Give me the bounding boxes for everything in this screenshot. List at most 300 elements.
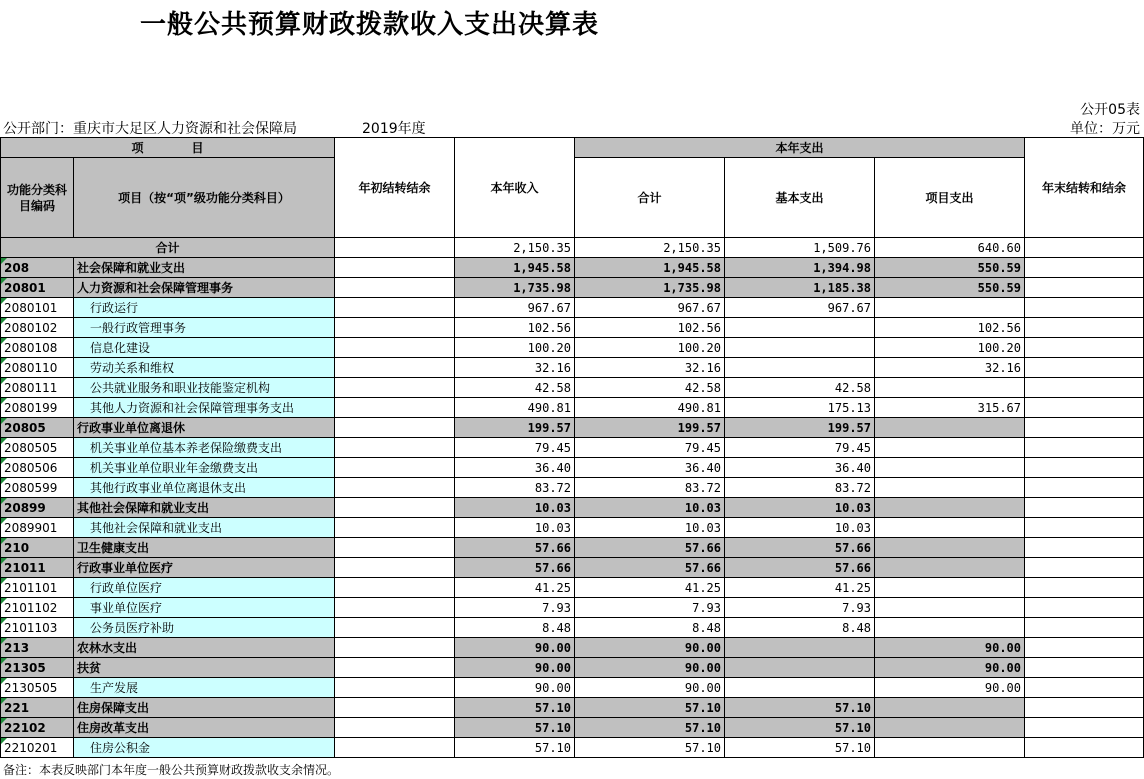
row-basic-expense: 7.93 <box>725 598 875 618</box>
row-basic-expense: 8.48 <box>725 618 875 638</box>
row-expense-total: 42.58 <box>575 378 725 398</box>
cell-marker-icon <box>1 538 7 544</box>
page-title: 一般公共预算财政拨款收入支出决算表 <box>140 10 600 40</box>
total-expense: 2,150.35 <box>575 238 725 258</box>
row-code <box>1 418 74 438</box>
row-expense-total: 90.00 <box>575 678 725 698</box>
table-row <box>1 258 1144 278</box>
row-code <box>1 738 74 758</box>
footnote: 备注：本表反映部门本年度一般公共预算财政拨款收支余情况。 <box>3 763 340 777</box>
row-item-name: 农林水支出 <box>74 638 335 658</box>
row-code <box>1 558 74 578</box>
row-income: 90.00 <box>455 678 575 698</box>
row-project-expense: 550.59 <box>875 258 1025 278</box>
cell-marker-icon <box>1 598 7 604</box>
row-income: 10.03 <box>455 498 575 518</box>
row-project-expense <box>875 298 1025 318</box>
row-code-text: 22102 <box>4 720 46 735</box>
row-code <box>1 378 74 398</box>
row-opening <box>335 358 455 378</box>
row-expense-total: 79.45 <box>575 438 725 458</box>
row-closing <box>1025 338 1144 358</box>
row-income: 10.03 <box>455 518 575 538</box>
row-code <box>1 698 74 718</box>
row-closing <box>1025 678 1144 698</box>
table-row <box>1 738 1144 758</box>
table-row <box>1 478 1144 498</box>
row-expense-total: 102.56 <box>575 318 725 338</box>
header-opening-balance: 年初结转结余 <box>335 138 455 238</box>
row-item-name: 一般行政管理事务 <box>74 318 335 338</box>
table-row <box>1 418 1144 438</box>
row-project-expense <box>875 418 1025 438</box>
row-code-text: 20805 <box>4 420 46 435</box>
row-item-name: 社会保障和就业支出 <box>74 258 335 278</box>
row-income: 57.10 <box>455 718 575 738</box>
cell-marker-icon <box>1 378 7 384</box>
row-code-text: 2080506 <box>4 460 58 475</box>
total-closing <box>1025 238 1144 258</box>
row-item-name: 公共就业服务和职业技能鉴定机构 <box>74 378 335 398</box>
cell-marker-icon <box>1 498 7 504</box>
row-closing <box>1025 278 1144 298</box>
row-code <box>1 478 74 498</box>
row-project-expense: 90.00 <box>875 638 1025 658</box>
table-row <box>1 378 1144 398</box>
row-opening <box>335 658 455 678</box>
row-basic-expense: 175.13 <box>725 398 875 418</box>
row-basic-expense: 79.45 <box>725 438 875 458</box>
total-basic: 1,509.76 <box>725 238 875 258</box>
row-expense-total: 967.67 <box>575 298 725 318</box>
cell-marker-icon <box>1 438 7 444</box>
row-code <box>1 598 74 618</box>
row-item-name: 劳动关系和维权 <box>74 358 335 378</box>
row-basic-expense: 57.10 <box>725 698 875 718</box>
table-row <box>1 458 1144 478</box>
row-opening <box>335 478 455 498</box>
row-project-expense: 90.00 <box>875 678 1025 698</box>
row-code <box>1 618 74 638</box>
row-expense-total: 490.81 <box>575 398 725 418</box>
row-project-expense <box>875 378 1025 398</box>
row-opening <box>335 498 455 518</box>
row-income: 102.56 <box>455 318 575 338</box>
row-income: 490.81 <box>455 398 575 418</box>
header-project-expense: 项目支出 <box>875 158 1025 238</box>
table-row <box>1 338 1144 358</box>
row-expense-total: 8.48 <box>575 618 725 638</box>
table-row <box>1 298 1144 318</box>
cell-marker-icon <box>1 698 7 704</box>
row-item-name: 机关事业单位职业年金缴费支出 <box>74 458 335 478</box>
row-income: 83.72 <box>455 478 575 498</box>
total-opening <box>335 238 455 258</box>
row-code <box>1 358 74 378</box>
row-project-expense <box>875 598 1025 618</box>
row-opening <box>335 678 455 698</box>
row-opening <box>335 638 455 658</box>
total-row <box>1 238 1144 258</box>
row-project-expense <box>875 458 1025 478</box>
row-closing <box>1025 318 1144 338</box>
row-item-name: 其他社会保障和就业支出 <box>74 518 335 538</box>
row-code-text: 2080110 <box>4 360 58 375</box>
row-opening <box>335 698 455 718</box>
cell-marker-icon <box>1 578 7 584</box>
row-closing <box>1025 458 1144 478</box>
row-project-expense <box>875 438 1025 458</box>
row-expense-total: 1,945.58 <box>575 258 725 278</box>
row-code-text: 2080108 <box>4 340 58 355</box>
row-closing <box>1025 438 1144 458</box>
row-code <box>1 718 74 738</box>
header-basic: 基本支出 <box>725 158 875 238</box>
row-opening <box>335 338 455 358</box>
row-project-expense: 550.59 <box>875 278 1025 298</box>
table-row <box>1 518 1144 538</box>
row-basic-expense: 1,394.98 <box>725 258 875 278</box>
row-income: 57.66 <box>455 558 575 578</box>
row-income: 41.25 <box>455 578 575 598</box>
cell-marker-icon <box>1 418 7 424</box>
row-opening <box>335 458 455 478</box>
table-row <box>1 698 1144 718</box>
row-code-text: 2089901 <box>4 520 58 535</box>
row-closing <box>1025 658 1144 678</box>
row-code <box>1 518 74 538</box>
row-item-name: 卫生健康支出 <box>74 538 335 558</box>
header-annual-expense: 本年支出 <box>575 138 1025 158</box>
table-row <box>1 278 1144 298</box>
row-income: 1,735.98 <box>455 278 575 298</box>
table-row <box>1 598 1144 618</box>
row-basic-expense: 10.03 <box>725 498 875 518</box>
row-item-name: 住房公积金 <box>74 738 335 758</box>
row-item-name: 人力资源和社会保障管理事务 <box>74 278 335 298</box>
row-income: 42.58 <box>455 378 575 398</box>
header-annual-income: 本年收入 <box>455 138 575 238</box>
row-basic-expense: 57.10 <box>725 738 875 758</box>
row-basic-expense: 36.40 <box>725 458 875 478</box>
row-income: 36.40 <box>455 458 575 478</box>
row-opening <box>335 438 455 458</box>
row-code <box>1 338 74 358</box>
table-row <box>1 638 1144 658</box>
department-label: 公开部门：重庆市大足区人力资源和社会保障局 <box>3 121 297 137</box>
row-project-expense <box>875 618 1025 638</box>
row-code-text: 21011 <box>4 560 46 575</box>
row-basic-expense <box>725 318 875 338</box>
cell-marker-icon <box>1 618 7 624</box>
cell-marker-icon <box>1 338 7 344</box>
row-closing <box>1025 538 1144 558</box>
row-code-text: 20899 <box>4 500 46 515</box>
header-total: 合计 <box>575 158 725 238</box>
cell-marker-icon <box>1 678 7 684</box>
table-row <box>1 318 1144 338</box>
row-basic-expense: 967.67 <box>725 298 875 318</box>
row-project-expense: 315.67 <box>875 398 1025 418</box>
row-code <box>1 678 74 698</box>
row-income: 90.00 <box>455 638 575 658</box>
row-project-expense: 100.20 <box>875 338 1025 358</box>
row-expense-total: 57.10 <box>575 698 725 718</box>
row-expense-total: 100.20 <box>575 338 725 358</box>
row-code-text: 2080199 <box>4 400 58 415</box>
row-opening <box>335 258 455 278</box>
row-expense-total: 10.03 <box>575 518 725 538</box>
row-item-name: 住房改革支出 <box>74 718 335 738</box>
header-code: 功能分类科目编码 <box>1 158 74 238</box>
row-project-expense <box>875 498 1025 518</box>
row-closing <box>1025 478 1144 498</box>
total-label: 合计 <box>1 238 335 258</box>
row-closing <box>1025 518 1144 538</box>
row-opening <box>335 618 455 638</box>
row-code <box>1 638 74 658</box>
table-row <box>1 618 1144 638</box>
row-item-name: 机关事业单位基本养老保险缴费支出 <box>74 438 335 458</box>
row-closing <box>1025 698 1144 718</box>
cell-marker-icon <box>1 518 7 524</box>
row-code-text: 2080599 <box>4 480 58 495</box>
row-expense-total: 1,735.98 <box>575 278 725 298</box>
table-row <box>1 658 1144 678</box>
row-item-name: 其他行政事业单位离退休支出 <box>74 478 335 498</box>
row-item-name: 其他人力资源和社会保障管理事务支出 <box>74 398 335 418</box>
row-income: 79.45 <box>455 438 575 458</box>
row-closing <box>1025 618 1144 638</box>
row-expense-total: 36.40 <box>575 458 725 478</box>
row-project-expense <box>875 558 1025 578</box>
table-row <box>1 498 1144 518</box>
table-row <box>1 558 1144 578</box>
row-project-expense <box>875 738 1025 758</box>
form-number: 公开05表 <box>1080 102 1140 118</box>
row-code-text: 2080505 <box>4 440 58 455</box>
unit-label: 单位：万元 <box>1070 121 1140 137</box>
row-income: 199.57 <box>455 418 575 438</box>
cell-marker-icon <box>1 358 7 364</box>
row-opening <box>335 538 455 558</box>
row-expense-total: 32.16 <box>575 358 725 378</box>
row-code-text: 213 <box>4 640 30 655</box>
row-closing <box>1025 598 1144 618</box>
row-basic-expense: 57.66 <box>725 558 875 578</box>
row-code <box>1 318 74 338</box>
table-row <box>1 438 1144 458</box>
header-project: 项 目 <box>1 138 335 158</box>
row-income: 7.93 <box>455 598 575 618</box>
cell-marker-icon <box>1 558 7 564</box>
row-code-text: 2210201 <box>4 740 58 755</box>
row-basic-expense: 57.66 <box>725 538 875 558</box>
row-item-name: 行政单位医疗 <box>74 578 335 598</box>
row-item-name: 公务员医疗补助 <box>74 618 335 638</box>
cell-marker-icon <box>1 398 7 404</box>
row-basic-expense: 83.72 <box>725 478 875 498</box>
row-expense-total: 10.03 <box>575 498 725 518</box>
row-code-text: 210 <box>4 540 30 555</box>
row-expense-total: 7.93 <box>575 598 725 618</box>
row-opening <box>335 378 455 398</box>
row-opening <box>335 718 455 738</box>
row-code-text: 208 <box>4 260 30 275</box>
row-closing <box>1025 558 1144 578</box>
row-code <box>1 298 74 318</box>
row-income: 967.67 <box>455 298 575 318</box>
row-item-name: 行政事业单位医疗 <box>74 558 335 578</box>
row-code-text: 21305 <box>4 660 46 675</box>
row-basic-expense: 57.10 <box>725 718 875 738</box>
total-income: 2,150.35 <box>455 238 575 258</box>
row-opening <box>335 518 455 538</box>
row-code <box>1 538 74 558</box>
row-expense-total: 199.57 <box>575 418 725 438</box>
table-row <box>1 578 1144 598</box>
row-item-name: 住房保障支出 <box>74 698 335 718</box>
row-opening <box>335 318 455 338</box>
table-row <box>1 358 1144 378</box>
cell-marker-icon <box>1 458 7 464</box>
row-closing <box>1025 578 1144 598</box>
cell-marker-icon <box>1 638 7 644</box>
row-expense-total: 57.66 <box>575 538 725 558</box>
row-basic-expense <box>725 338 875 358</box>
cell-marker-icon <box>1 718 7 724</box>
row-project-expense: 102.56 <box>875 318 1025 338</box>
row-opening <box>335 298 455 318</box>
row-closing <box>1025 358 1144 378</box>
cell-marker-icon <box>1 318 7 324</box>
row-item-name: 行政事业单位离退休 <box>74 418 335 438</box>
header-item: 项目（按“项”级功能分类科目） <box>74 158 335 238</box>
row-closing <box>1025 738 1144 758</box>
row-opening <box>335 578 455 598</box>
row-income: 1,945.58 <box>455 258 575 278</box>
row-expense-total: 57.66 <box>575 558 725 578</box>
row-closing <box>1025 638 1144 658</box>
budget-table <box>0 137 1144 758</box>
fiscal-year: 2019年度 <box>362 121 426 137</box>
row-basic-expense: 1,185.38 <box>725 278 875 298</box>
row-item-name: 其他社会保障和就业支出 <box>74 498 335 518</box>
row-code <box>1 578 74 598</box>
row-code <box>1 258 74 278</box>
row-opening <box>335 738 455 758</box>
row-project-expense <box>875 478 1025 498</box>
row-opening <box>335 558 455 578</box>
row-opening <box>335 278 455 298</box>
row-opening <box>335 398 455 418</box>
row-code-text: 2080102 <box>4 320 58 335</box>
row-closing <box>1025 498 1144 518</box>
row-basic-expense: 41.25 <box>725 578 875 598</box>
table-row <box>1 538 1144 558</box>
row-income: 57.66 <box>455 538 575 558</box>
row-expense-total: 57.10 <box>575 738 725 758</box>
cell-marker-icon <box>1 658 7 664</box>
row-item-name: 事业单位医疗 <box>74 598 335 618</box>
row-opening <box>335 418 455 438</box>
row-expense-total: 83.72 <box>575 478 725 498</box>
row-expense-total: 41.25 <box>575 578 725 598</box>
row-income: 100.20 <box>455 338 575 358</box>
row-closing <box>1025 398 1144 418</box>
row-project-expense <box>875 698 1025 718</box>
row-project-expense <box>875 518 1025 538</box>
row-expense-total: 90.00 <box>575 638 725 658</box>
cell-marker-icon <box>1 278 7 284</box>
row-basic-expense <box>725 658 875 678</box>
row-code <box>1 398 74 418</box>
row-code-text: 2080101 <box>4 300 58 315</box>
row-closing <box>1025 258 1144 278</box>
table-row <box>1 398 1144 418</box>
row-closing <box>1025 718 1144 738</box>
row-basic-expense <box>725 358 875 378</box>
row-closing <box>1025 418 1144 438</box>
row-basic-expense: 199.57 <box>725 418 875 438</box>
row-basic-expense <box>725 678 875 698</box>
row-income: 8.48 <box>455 618 575 638</box>
row-project-expense <box>875 718 1025 738</box>
row-project-expense <box>875 578 1025 598</box>
row-code <box>1 458 74 478</box>
row-code-text: 2080111 <box>4 380 58 395</box>
row-code-text: 20801 <box>4 280 46 295</box>
row-item-name: 行政运行 <box>74 298 335 318</box>
row-project-expense: 90.00 <box>875 658 1025 678</box>
row-income: 32.16 <box>455 358 575 378</box>
row-code-text: 221 <box>4 700 30 715</box>
row-code <box>1 498 74 518</box>
row-basic-expense <box>725 638 875 658</box>
table-row <box>1 678 1144 698</box>
row-item-name: 信息化建设 <box>74 338 335 358</box>
row-item-name: 扶贫 <box>74 658 335 678</box>
header-closing-balance: 年末结转和结余 <box>1025 138 1144 238</box>
row-basic-expense: 42.58 <box>725 378 875 398</box>
row-closing <box>1025 298 1144 318</box>
cell-marker-icon <box>1 478 7 484</box>
table-row <box>1 718 1144 738</box>
row-income: 57.10 <box>455 698 575 718</box>
row-code-text: 2101102 <box>4 600 58 615</box>
cell-marker-icon <box>1 298 7 304</box>
row-code-text: 2101101 <box>4 580 58 595</box>
row-code <box>1 278 74 298</box>
row-code-text: 2130505 <box>4 680 58 695</box>
row-income: 90.00 <box>455 658 575 678</box>
row-project-expense <box>875 538 1025 558</box>
row-project-expense: 32.16 <box>875 358 1025 378</box>
row-item-name: 生产发展 <box>74 678 335 698</box>
row-expense-total: 90.00 <box>575 658 725 678</box>
total-project: 640.60 <box>875 238 1025 258</box>
row-opening <box>335 598 455 618</box>
row-code-text: 2101103 <box>4 620 58 635</box>
cell-marker-icon <box>1 258 7 264</box>
row-basic-expense: 10.03 <box>725 518 875 538</box>
cell-marker-icon <box>1 738 7 744</box>
row-code <box>1 438 74 458</box>
row-income: 57.10 <box>455 738 575 758</box>
row-expense-total: 57.10 <box>575 718 725 738</box>
row-code <box>1 658 74 678</box>
row-closing <box>1025 378 1144 398</box>
